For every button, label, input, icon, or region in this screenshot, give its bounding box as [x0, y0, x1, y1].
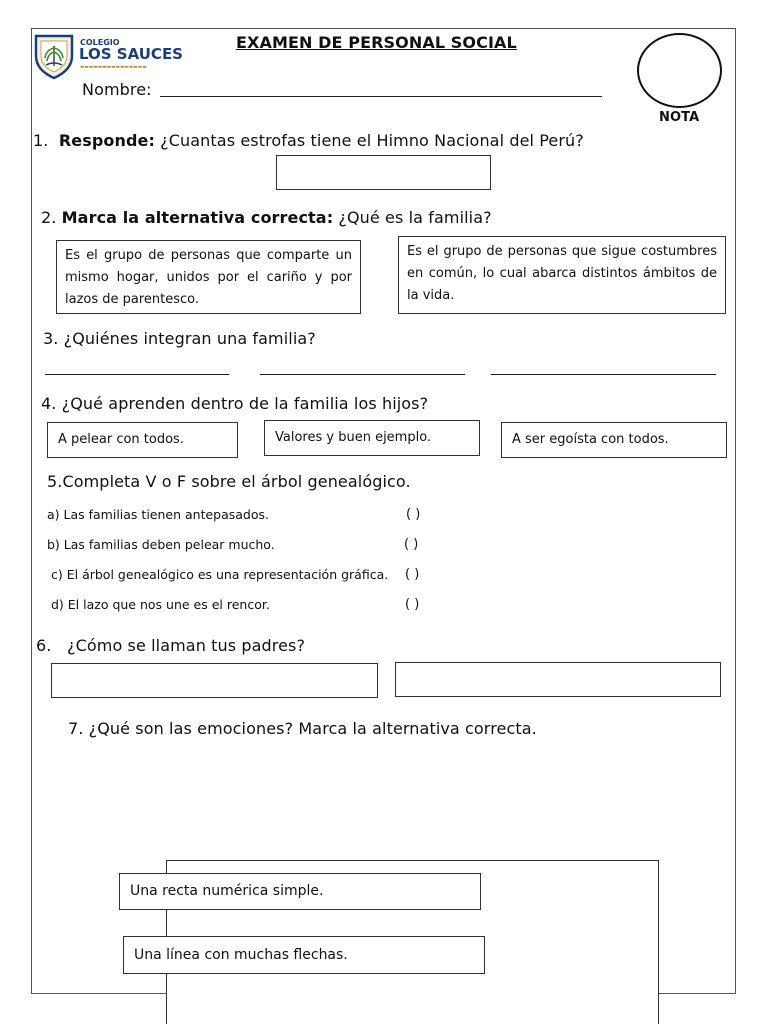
question-5-item-a: a) Las familias tienen antepasados.	[47, 507, 270, 522]
question-5: 5.Completa V o F sobre el árbol genealógico.	[47, 472, 411, 491]
school-label-small: COLEGIO	[80, 38, 120, 47]
question-6-answer-box-1[interactable]	[51, 663, 378, 698]
question-2-option-2[interactable]: Es el grupo de personas que sigue costumbres en común, lo cual abarca distintos ámbitos de la vida.	[398, 236, 726, 314]
question-2	[41, 208, 492, 227]
name-label: Nombre:	[82, 80, 152, 99]
school-motto-graphic: ▬▬▬▬▬▬▬▬▬▬▬▬▬▬▬	[80, 65, 147, 70]
question-6-number: 6.	[36, 636, 52, 655]
question-4-option-1[interactable]: A pelear con todos.	[47, 422, 238, 458]
question-5-item-b: b) Las familias deben pelear mucho.	[47, 537, 275, 552]
question-1-instruction: Responde:	[58, 131, 155, 150]
question-6	[36, 636, 305, 655]
question-3: 3. ¿Quiénes integran una familia?	[43, 329, 316, 348]
question-2-number: 2.	[41, 208, 57, 227]
question-5-item-d: d) El lazo que nos une es el rencor.	[51, 597, 270, 612]
exam-title: EXAMEN DE PERSONAL SOCIAL	[236, 33, 517, 52]
school-name: LOS SAUCES	[79, 45, 183, 63]
question-5-answer-c[interactable]: ( )	[405, 567, 420, 582]
question-3-answer-line-3[interactable]	[491, 374, 716, 375]
question-4-option-2[interactable]: Valores y buen ejemplo.	[264, 420, 480, 456]
question-4: 4. ¿Qué aprenden dentro de la familia los hijos?	[41, 394, 429, 413]
question-5-answer-b[interactable]: ( )	[404, 537, 419, 552]
question-5-item-c: c) El árbol genealógico es una representación gráfica.	[51, 567, 389, 582]
grade-label: NOTA	[659, 110, 700, 125]
question-7: 7. ¿Qué son las emociones? Marca la alternativa correcta.	[68, 719, 537, 738]
question-2-option-1[interactable]: Es el grupo de personas que comparte un mismo hogar, unidos por el cariño y por lazos de parentesco.	[56, 240, 361, 314]
shield-icon	[33, 32, 75, 80]
question-5-answer-d[interactable]: ( )	[405, 597, 420, 612]
question-1-number: 1.	[33, 131, 49, 150]
question-3-answer-line-2[interactable]	[260, 374, 465, 375]
question-6-answer-box-2[interactable]	[395, 662, 721, 697]
question-1	[33, 131, 584, 150]
question-1-text: ¿Cuantas estrofas tiene el Himno Nacional del Perú?	[160, 131, 584, 150]
name-input-line[interactable]	[160, 96, 602, 97]
question-2-text: ¿Qué es la familia?	[338, 208, 492, 227]
question-4-option-3[interactable]: A ser egoísta con todos.	[501, 422, 727, 458]
question-7-option-2[interactable]: Una línea con muchas flechas.	[123, 936, 485, 974]
question-7-option-1[interactable]: Una recta numérica simple.	[119, 873, 481, 910]
question-2-instruction: Marca la alternativa correcta:	[61, 208, 334, 227]
question-1-answer-box[interactable]	[276, 155, 491, 190]
question-3-answer-line-1[interactable]	[45, 374, 229, 375]
question-5-answer-a[interactable]: ( )	[406, 507, 421, 522]
question-6-text: ¿Cómo se llaman tus padres?	[67, 636, 306, 655]
grade-circle[interactable]	[637, 33, 722, 108]
